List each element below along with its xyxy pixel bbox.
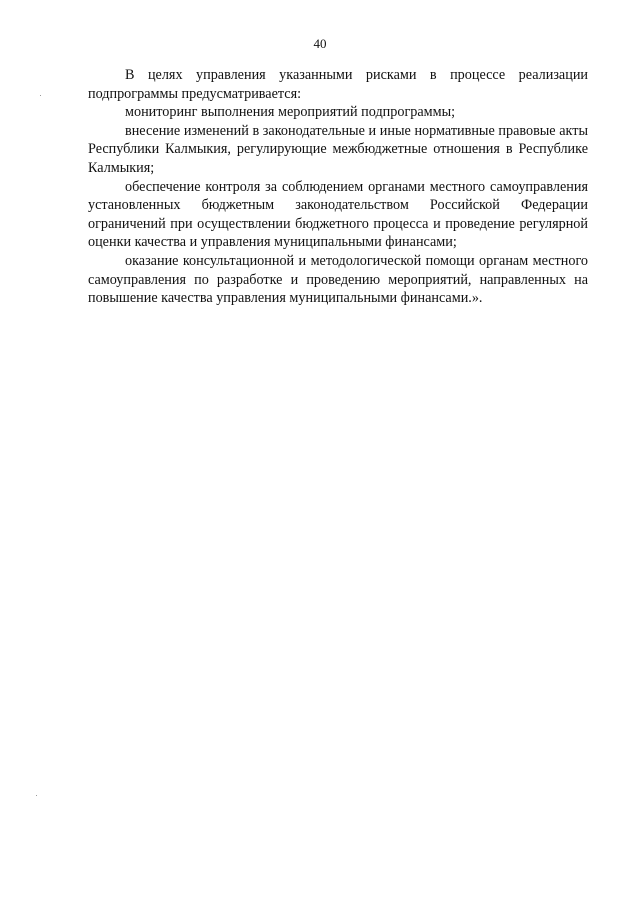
paragraph-intro: В целях управления указанными рисками в процессе реализации подпрограммы предусматривается: [88,67,588,102]
scan-speck [36,795,37,796]
paragraph-control: обеспечение контроля за соблюдением органами местного самоуправления установленных бюджетным законодательством Российской Федерации ограничений при осуществлении бюджетного процесса и проведение регулярной оценки качества и управления муниципальными финансами; [88,178,588,251]
paragraph-monitoring: мониторинг выполнения мероприятий подпрограммы; [125,104,456,121]
page-number: 40 [313,36,327,51]
document-body [88,66,588,308]
scan-speck [40,95,41,96]
paragraph-assistance: оказание консультационной и методологической помощи органам местного самоуправления по разработке и проведению мероприятий, направленных на повышение качества управления муниципальными финансами.». [88,252,588,307]
paragraph-legislation: внесение изменений в законодательные и иные нормативные правовые акты Республики Калмыкия, регулирующие межбюджетные отношения в Республике Калмыкия; [88,122,588,176]
